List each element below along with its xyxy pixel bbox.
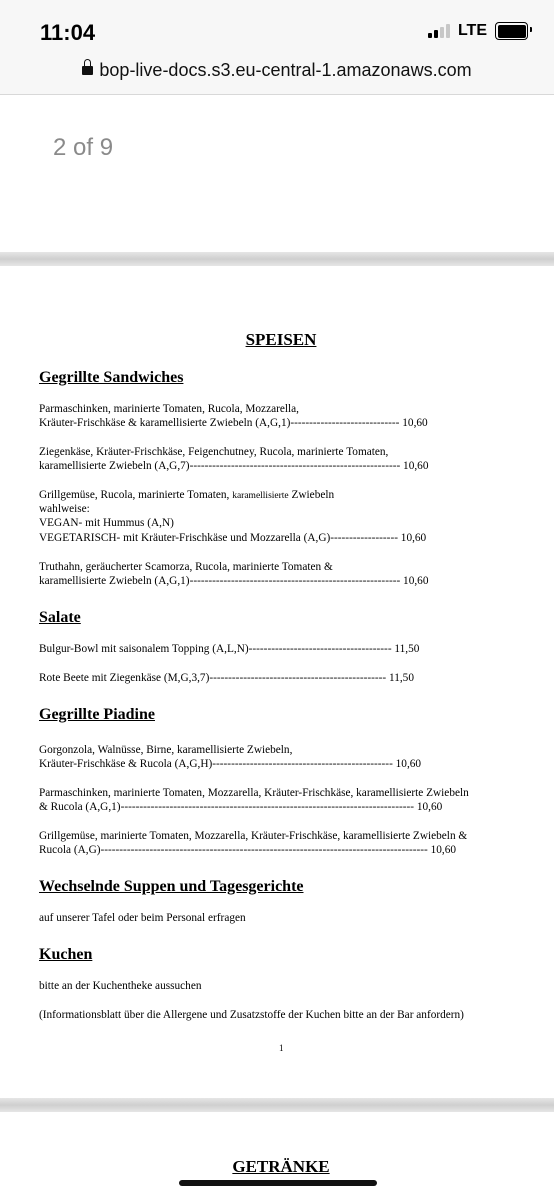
lock-icon — [82, 66, 93, 75]
section-heading-salads: Salate — [39, 609, 81, 626]
menu-item-text: Grillgemüse, Rucola, marinierte Tomaten, — [39, 489, 233, 501]
menu-item-line: Rucola (A,G)--------------------------------------------------------------------------------------- 10,60 — [39, 844, 457, 856]
page-indicator: 2 of 9 — [53, 134, 114, 161]
network-type: LTE — [457, 22, 487, 39]
section-heading-soups: Wechselnde Suppen und Tagesgerichte — [39, 878, 304, 895]
section-heading-cakes: Kuchen — [39, 946, 93, 963]
menu-item-line: Kräuter-Frischkäse & karamellisierte Zwiebeln (A,G,1)----------------------------- 10,60 — [39, 417, 428, 429]
menu-item-line: karamellisierte Zwiebeln (A,G,7)-------------------------------------------------------- 10,60 — [39, 460, 429, 472]
menu-item-line: Truthahn, geräucherter Scamorza, Rucola, marinierte Tomaten & — [39, 561, 333, 573]
info-text: (Informationsblatt über die Allergene und Zusatzstoffe der Kuchen bitte an der Bar anfordern) — [39, 1009, 464, 1021]
menu-item-line: & Rucola (A,G,1)------------------------------------------------------------------------------ 10,60 — [39, 801, 443, 813]
menu-item-line: Kräuter-Frischkäse & Rucola (A,G,H)------------------------------------------------ 10,60 — [39, 758, 422, 770]
menu-item-line: wahlweise: — [39, 503, 90, 515]
section-heading-sandwiches: Gegrillte Sandwiches — [39, 369, 184, 386]
menu-item-line — [39, 488, 334, 503]
status-bar — [0, 0, 554, 54]
home-indicator[interactable] — [179, 1180, 377, 1186]
menu-item-line: karamellisierte Zwiebeln (A,G,1)-------------------------------------------------------- 10,60 — [39, 575, 429, 587]
status-indicators — [426, 22, 528, 40]
page-separator — [0, 1098, 554, 1112]
menu-item-line: Bulgur-Bowl mit saisonalem Topping (A,L,N)-------------------------------------- 11,50 — [39, 643, 420, 655]
info-text: bitte an der Kuchentheke aussuchen — [39, 980, 202, 992]
menu-item-line: Parmaschinken, marinierte Tomaten, Mozzarella, Kräuter-Frischkäse, karamellisierte Zwiebeln — [39, 787, 469, 799]
menu-item-line: Rote Beete mit Ziegenkäse (M,G,3,7)----------------------------------------------- 11,50 — [39, 672, 414, 684]
menu-item-line: Gorgonzola, Walnüsse, Birne, karamellisierte Zwiebeln, — [39, 744, 293, 756]
address-bar[interactable] — [0, 54, 554, 95]
signal-icon — [426, 24, 450, 38]
url-display[interactable] — [0, 60, 554, 81]
menu-item-line: Grillgemüse, marinierte Tomaten, Mozzarella, Kräuter-Frischkäse, karamellisierte Zwiebeln & — [39, 830, 468, 842]
status-time: 11:04 — [40, 20, 96, 45]
menu-item-line: Parmaschinken, marinierte Tomaten, Rucola, Mozzarella, — [39, 403, 299, 415]
menu-item-line: VEGETARISCH- mit Kräuter-Frischkäse und Mozzarella (A,G)------------------ 10,60 — [39, 532, 427, 544]
menu-title: SPEISEN — [245, 330, 317, 349]
menu-item-line: VEGAN- mit Hummus (A,N) — [39, 517, 174, 529]
page-separator — [0, 252, 554, 266]
next-page-title: GETRÄNKE — [232, 1157, 330, 1176]
menu-item-line: Ziegenkäse, Kräuter-Frischkäse, Feigenchutney, Rucola, marinierte Tomaten, — [39, 446, 389, 458]
info-text: auf unserer Tafel oder beim Personal erfragen — [39, 912, 246, 924]
menu-item-text-small: karamellisierte — [232, 491, 289, 501]
battery-icon — [495, 22, 528, 40]
section-heading-piadine: Gegrillte Piadine — [39, 706, 155, 723]
menu-item-text: Zwiebeln — [288, 489, 335, 501]
page-number: 1 — [279, 1043, 284, 1053]
url-text: bop-live-docs.s3.eu-central-1.amazonaws.com — [99, 60, 472, 80]
